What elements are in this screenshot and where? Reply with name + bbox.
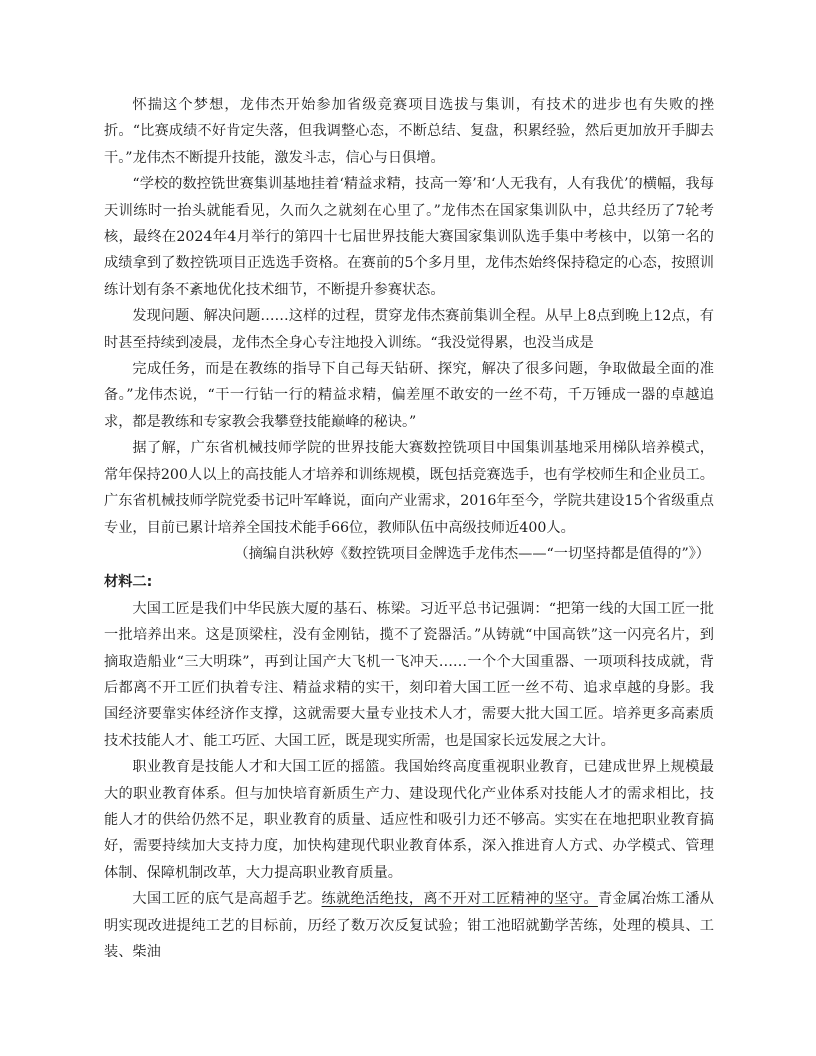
paragraph-6: 大国工匠是我们中华民族大厦的基石、栋梁。习近平总书记强调：“把第一线的大国工匠一批一批培养出来。这是顶梁柱，没有金刚钻，揽不了瓷器活。”从铸就“中国高铁”这一闪亮名片，到摘取造船业“三大明珠”，再到让国产大飞机一飞冲天……一个个大国重器、一项项科技成就，背后都离不开工匠们执着专注、精益求精的实干，刻印着大国工匠一丝不苟、追求卓越的身影。我国经济要靠实体经济作支撑，这就需要大量专业技术人才，需要大批大国工匠。培养更多高素质技术技能人才、能工巧匠、大国工匠，既是现实所需，也是国家长远发展之大计。 xyxy=(104,600,714,749)
paragraph-7: 职业教育是技能人才和大国工匠的摇篮。我国始终高度重视职业教育，已建成世界上规模最大的职业教育体系。但与加快培育新质生产力、建设现代化产业体系对技能人才的需求相比，技能人才的供给仍然不足，职业教育的质量、适应性和吸引力还不够高。实实在在地把职业教育搞好，需要持续加大支持力度，加快构建现代职业教育体系，深入推进育人方式、办学模式、管理体制、保障机制改革，大力提高职业教育质量。 xyxy=(104,759,714,881)
paragraph-8 xyxy=(104,886,714,965)
paragraph-8-start: 大国工匠的底气是高超手艺。 xyxy=(132,891,322,908)
paragraph-2: “学校的数控铣世赛集训基地挂着‘精益求精，技高一筹’和‘人无我有，人有我优’的横幅，我每天训练时一抬头就能看见，久而久之就刻在心里了。”龙伟杰在国家集训队中，总共经历了7轮考核，最终在2024年4月举行的第四十七届世界技能大赛国家集训队选手集中考核中，以第一名的成绩拿到了数控铣项目正选选手资格。在赛前的5个多月里，龙伟杰始终保持稳定的心态，按照训练计划有条不紊地优化技术细节，不断提升参赛状态。 xyxy=(104,176,714,298)
source-citation: （摘编自洪秋婷《数控铣项目金牌选手龙伟杰——“一切坚持都是值得的”》） xyxy=(234,545,710,562)
paragraph-1: 怀揣这个梦想，龙伟杰开始参加省级竞赛项目选拔与集训，有技术的进步也有失败的挫折。“比赛成绩不好肯定失落，但我调整心态，不断总结、复盘，积累经验，然后更加放开手脚去干。”龙伟杰不断提升技能，激发斗志，信心与日俱增。 xyxy=(104,97,714,166)
paragraph-5: 据了解，广东省机械技师学院的世界技能大赛数控铣项目中国集训基地采用梯队培养模式，常年保持200人以上的高技能人才培养和训练规模，既包括竞赛选手，也有学校师生和企业员工。广东省机械技师学院党委书记叶军峰说，面向产业需求，2016年至今，学院共建设15个省级重点专业，目前已累计培养全国技术能手66位，教师队伍中高级技师近400人。 xyxy=(104,440,714,536)
section-heading: 材料二: xyxy=(104,574,153,591)
paragraph-4: 完成任务，而是在教练的指导下自己每天钻研、探究，解决了很多问题，争取做最全面的准备。”龙伟杰说，“干一行钻一行的精益求精，偏差厘不敢安的一丝不苟，千万锤成一器的卓越追求，都是教练和专家教会我攀登技能巅峰的秘诀。” xyxy=(104,361,714,430)
document-page xyxy=(104,92,714,965)
paragraph-8-rest: 青金属冶炼工潘从明实现改进提纯工艺的目标前，历经了数万次反复试验；钳工池昭就勤学苦练，处理的模具、工装、柴油 xyxy=(104,891,714,960)
underlined-sentence: 练就绝活绝技，离不开对工匠精神的坚守。 xyxy=(321,891,598,908)
paragraph-3: 发现问题、解决问题……这样的过程，贯穿龙伟杰赛前集训全程。从早上8点到晚上12点，有时甚至持续到凌晨，龙伟杰全身心专注地投入训练。“我没觉得累，也没当成是 xyxy=(104,308,714,351)
